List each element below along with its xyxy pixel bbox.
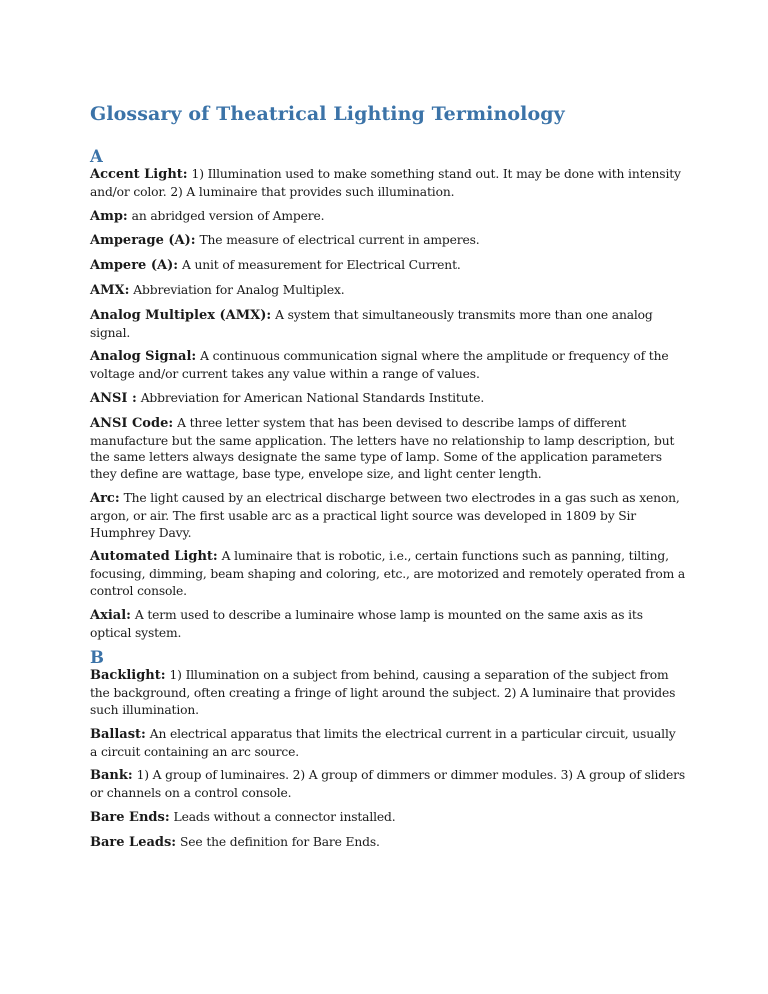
glossary-entry bbox=[90, 282, 686, 300]
glossary-definition: Leads without a connector installed. bbox=[173, 809, 396, 824]
glossary-entry bbox=[90, 348, 686, 383]
glossary-term: Axial: bbox=[90, 607, 131, 623]
glossary-definition: A unit of measurement for Electrical Current. bbox=[181, 258, 461, 273]
glossary-term: ANSI Code: bbox=[90, 415, 174, 431]
glossary-entry bbox=[90, 726, 686, 761]
glossary-entry bbox=[90, 307, 686, 342]
glossary-term: Amp: bbox=[90, 208, 128, 224]
glossary-term: Arc: bbox=[90, 490, 120, 506]
document-title: Glossary of Theatrical Lighting Terminology bbox=[90, 103, 565, 125]
glossary-term: Analog Signal: bbox=[90, 349, 197, 365]
glossary-definition: An electrical apparatus that limits the electrical current in a particular circuit, usually a circuit containing an arc source. bbox=[90, 726, 676, 759]
glossary-term: AMX: bbox=[90, 282, 130, 298]
section-b bbox=[90, 648, 686, 851]
glossary-entry bbox=[90, 166, 686, 201]
glossary-term: Bank: bbox=[90, 768, 133, 784]
glossary-definition: 1) A group of luminaires. 2) A group of dimmers or dimmer modules. 3) A group of sliders or channels on a control console. bbox=[90, 768, 686, 801]
glossary-definition: A luminaire that is robotic, i.e., certain functions such as panning, tilting, focusing, dimming, beam shaping and coloring, etc., are motorized and remotely operated from a control console. bbox=[90, 549, 686, 598]
glossary-term: Accent Light: bbox=[90, 167, 188, 182]
glossary-definition: an abridged version of Ampere. bbox=[131, 208, 325, 223]
glossary-term: ANSI : bbox=[90, 390, 137, 406]
glossary-entry bbox=[90, 834, 686, 852]
glossary-term: Analog Multiplex (AMX): bbox=[90, 307, 272, 323]
glossary-definition: Abbreviation for Analog Multiplex. bbox=[133, 282, 345, 297]
glossary-entry bbox=[90, 490, 686, 541]
glossary-term: Backlight: bbox=[90, 668, 166, 684]
glossary-entry bbox=[90, 809, 686, 827]
section-letter: A bbox=[90, 147, 103, 166]
section-letter: B bbox=[90, 648, 104, 668]
glossary-definition: A three letter system that has been devised to describe lamps of different manufacture but the same application. The letters have no relationship to lamp description, but the same letters always designate the same type of lamp. Some of the application parameters they define are wattage, base type, envelope size, and light center length. bbox=[90, 415, 675, 482]
glossary-term: Automated Light: bbox=[90, 549, 218, 565]
glossary-entry bbox=[90, 548, 686, 599]
glossary-definition: A system that simultaneously transmits more than one analog signal. bbox=[90, 307, 653, 340]
glossary-definition: The light caused by an electrical discharge between two electrodes in a gas such as xenon, argon, or air. The first usable arc as a practical light source was developed in 1809 by Sir Humphrey Davy. bbox=[90, 490, 680, 540]
glossary-entry bbox=[90, 415, 686, 483]
glossary-definition: Abbreviation for American National Standards Institute. bbox=[140, 390, 485, 405]
glossary-definition: 1) Illumination on a subject from behind, causing a separation of the subject from the background, often creating a fringe of light around the subject. 2) A luminaire that provides such illumination. bbox=[90, 668, 676, 717]
glossary-definition: See the definition for Bare Ends. bbox=[180, 834, 380, 849]
glossary-entry bbox=[90, 257, 686, 275]
glossary-term: Ballast: bbox=[90, 726, 146, 742]
glossary-definition: 1) Illumination used to make something stand out. It may be done with intensity and/or color. 2) A luminaire that provides such illumination. bbox=[90, 167, 681, 199]
glossary-definition: A term used to describe a luminaire whose lamp is mounted on the same axis as its optical system. bbox=[90, 607, 643, 640]
glossary-entry bbox=[90, 667, 686, 718]
glossary-term: Bare Ends: bbox=[90, 809, 170, 825]
section-a bbox=[90, 147, 686, 641]
glossary-term: Amperage (A): bbox=[90, 233, 196, 249]
glossary-term: Bare Leads: bbox=[90, 834, 177, 850]
glossary-entry bbox=[90, 390, 686, 408]
glossary-definition: The measure of electrical current in amperes. bbox=[199, 233, 480, 248]
glossary-definition: A continuous communication signal where the amplitude or frequency of the voltage and/or current takes any value within a range of values. bbox=[90, 349, 669, 382]
glossary-term: Ampere (A): bbox=[90, 258, 179, 274]
glossary-entry bbox=[90, 767, 686, 802]
glossary-entry bbox=[90, 607, 686, 642]
glossary-entry bbox=[90, 208, 686, 226]
glossary-entry bbox=[90, 232, 686, 250]
